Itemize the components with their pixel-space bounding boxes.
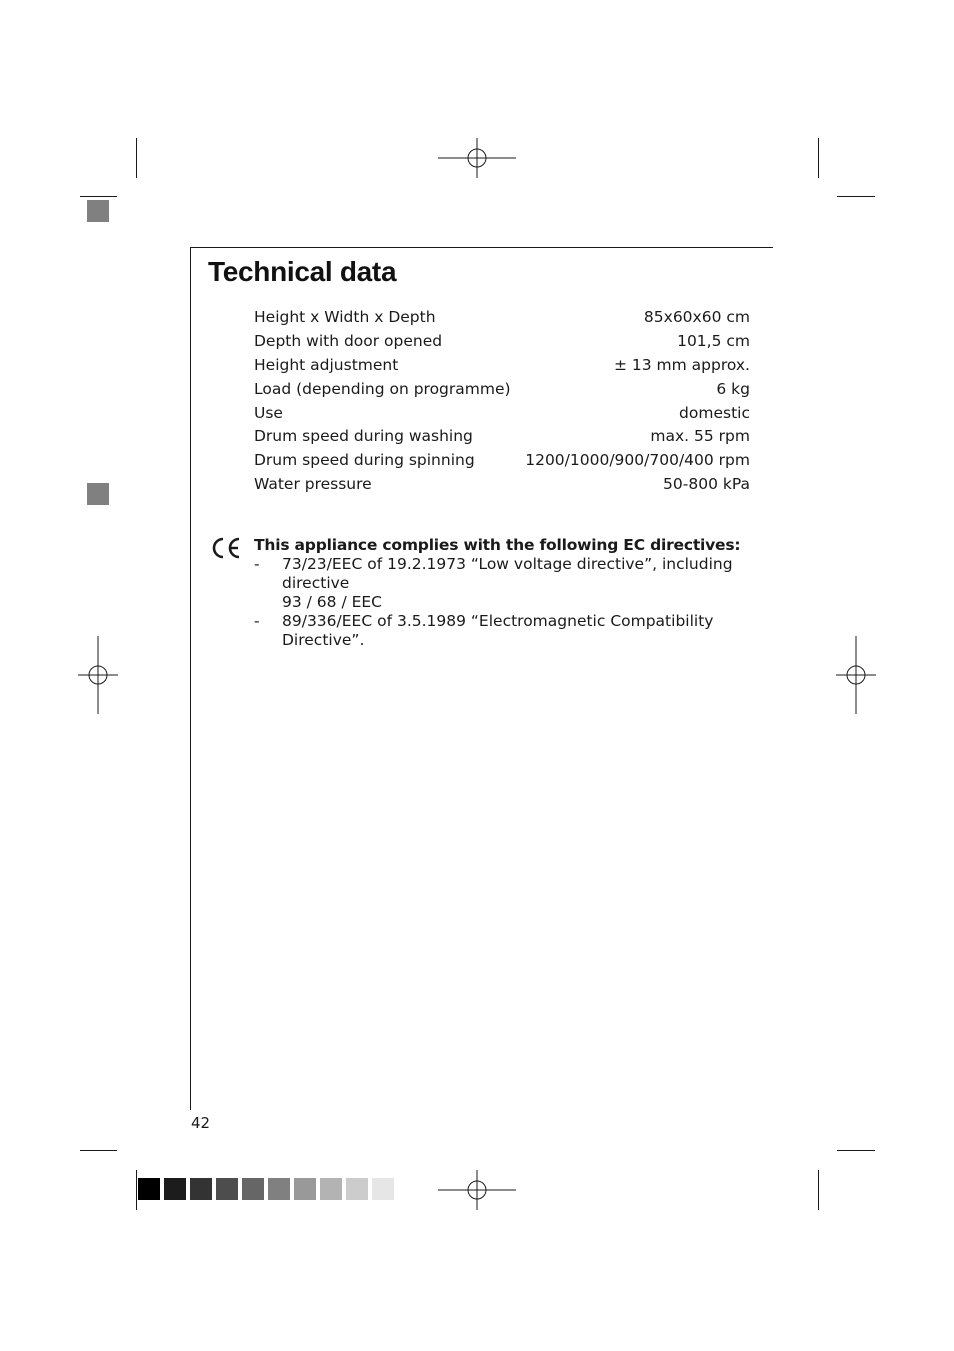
- grayscale-swatch: [164, 1178, 186, 1200]
- spec-label: Drum speed during spinning: [254, 451, 475, 470]
- registration-mark-icon: [438, 138, 516, 178]
- grayscale-color-bar: [138, 1178, 394, 1200]
- spec-label: Load (depending on programme): [254, 379, 511, 398]
- spec-value: 85x60x60 cm: [643, 308, 750, 326]
- grayscale-swatch: [320, 1178, 342, 1200]
- spec-label: Drum speed during washing: [254, 427, 473, 446]
- spec-label: Height x Width x Depth: [254, 308, 436, 326]
- grayscale-swatch: [190, 1178, 212, 1200]
- crop-mark: [80, 196, 117, 197]
- spec-value: 6 kg: [716, 379, 750, 398]
- spec-row: [254, 306, 750, 330]
- grayscale-swatch: [346, 1178, 368, 1200]
- crop-mark: [136, 1170, 137, 1210]
- grayscale-swatch: [242, 1178, 264, 1200]
- registration-mark-icon: [78, 636, 118, 714]
- page-frame-left-rule: [190, 247, 191, 1110]
- compliance-heading: This appliance complies with the following EC directives:: [254, 536, 741, 554]
- spec-label: Water pressure: [254, 475, 372, 494]
- crop-mark: [818, 138, 819, 178]
- section-tab-marker: [87, 200, 109, 222]
- spec-row: [254, 378, 750, 402]
- directive-text-continued: 93 / 68 / EEC: [282, 593, 383, 611]
- grayscale-swatch: [268, 1178, 290, 1200]
- grayscale-swatch: [216, 1178, 238, 1200]
- compliance-section: [254, 535, 774, 650]
- crop-mark: [837, 1150, 875, 1151]
- grayscale-swatch: [138, 1178, 160, 1200]
- spec-row: [254, 354, 750, 378]
- ce-mark-icon: [210, 536, 242, 560]
- spec-value: 101,5 cm: [677, 331, 750, 350]
- spec-value: max. 55 rpm: [650, 427, 750, 446]
- spec-table: [254, 306, 750, 497]
- spec-row: [254, 425, 750, 449]
- page-title: Technical data: [208, 256, 397, 287]
- list-dash: -: [254, 555, 260, 573]
- spec-value: ± 13 mm approx.: [613, 355, 750, 374]
- list-dash: -: [254, 612, 260, 630]
- crop-mark: [818, 1170, 819, 1210]
- page-number: 42: [191, 1114, 211, 1132]
- crop-mark: [80, 1150, 117, 1151]
- directive-item: [254, 555, 774, 612]
- spec-label: Height adjustment: [254, 355, 399, 374]
- spec-value: domestic: [679, 403, 750, 422]
- page-frame-top-rule: [190, 247, 773, 248]
- section-tab-marker: [87, 483, 109, 505]
- directive-item: [254, 612, 774, 650]
- spec-value: 50-800 kPa: [663, 475, 750, 494]
- spec-row: [254, 330, 750, 354]
- registration-mark-icon: [836, 636, 876, 714]
- spec-value: 1200/1000/900/700/400 rpm: [525, 451, 750, 470]
- directive-text: 89/336/EEC of 3.5.1989 “Electromagnetic Compatibility Directive”.: [282, 612, 714, 649]
- spec-label: Depth with door opened: [254, 331, 443, 350]
- spec-row: [254, 449, 750, 473]
- registration-mark-icon: [438, 1170, 516, 1210]
- grayscale-swatch: [294, 1178, 316, 1200]
- spec-row: [254, 473, 750, 497]
- crop-mark: [136, 138, 137, 178]
- crop-mark: [837, 196, 875, 197]
- spec-row: [254, 402, 750, 426]
- directive-text: 73/23/EEC of 19.2.1973 “Low voltage directive”, including directive: [282, 555, 733, 592]
- grayscale-swatch: [372, 1178, 394, 1200]
- spec-label: Use: [254, 403, 283, 422]
